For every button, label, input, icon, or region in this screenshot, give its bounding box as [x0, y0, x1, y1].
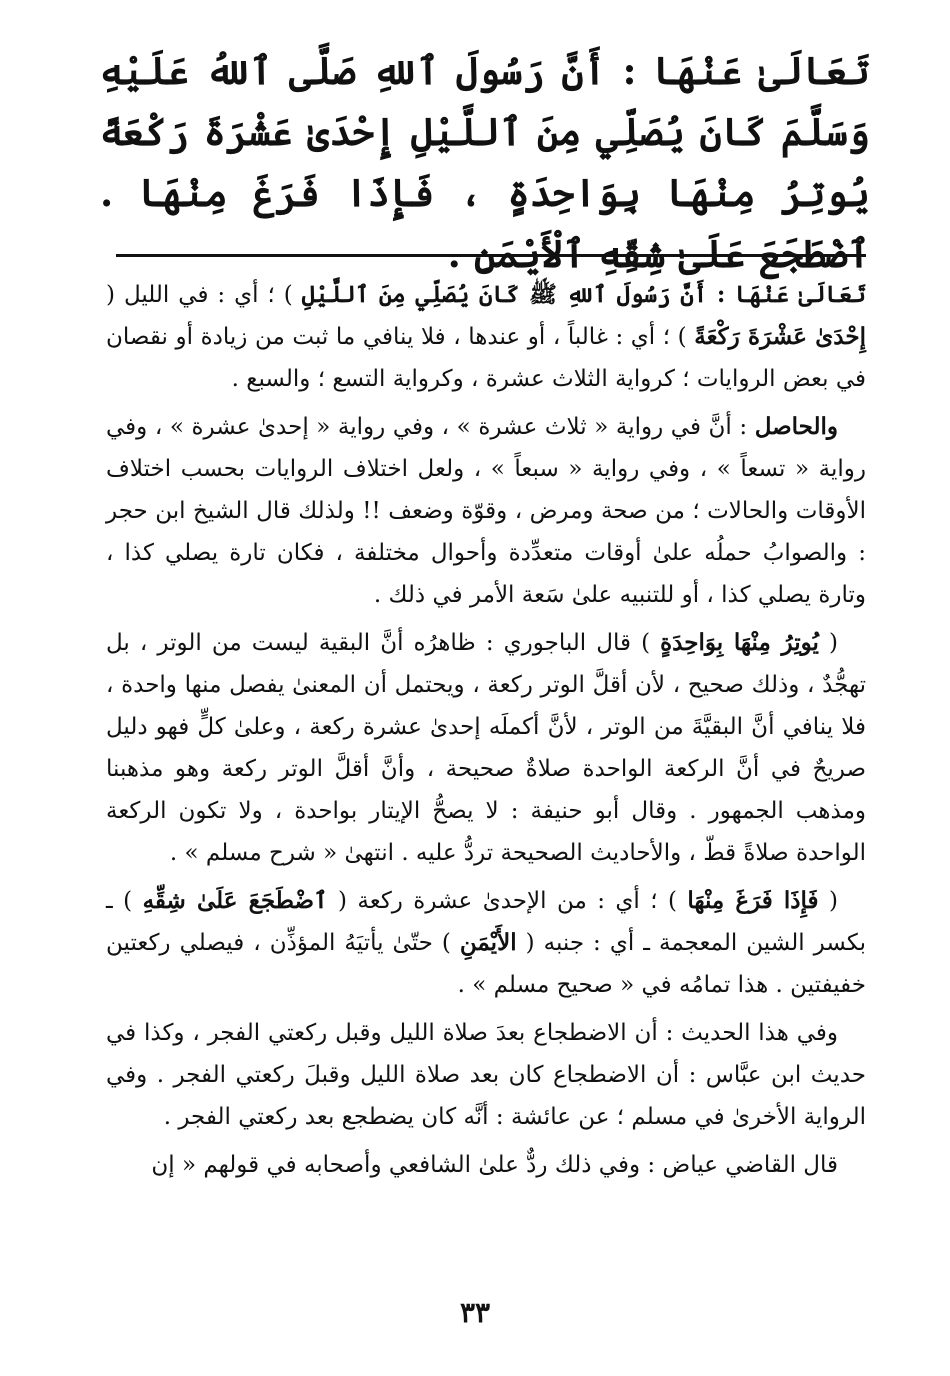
commentary-text: (: [818, 630, 838, 656]
quoted-hadith-phrase: والحاصل: [754, 413, 838, 440]
commentary-paragraph: [106, 274, 866, 400]
commentary-text: ) ؛ أي : غالباً ، أو عندها ، فلا ينافي ما ثبت من زيادة أو نقصان في بعض الروايات ؛ كرواية الثلاث عشرة ، وكرواية التسع ؛ والسبع .: [106, 324, 866, 392]
quoted-hadith-phrase: الأَيْمَنِ: [459, 929, 517, 956]
hadith-text: تَعَالَىٰ عَنْهَا : أَنَّ رَسُولَ ٱللهِ صَلَّى ٱللهُ عَلَيْهِ وَسَلَّمَ كَانَ يُصَلِّي مِنَ ٱللَّيْلِ إِحْدَىٰ عَشْرَةَ رَكْعَةً يُوتِرُ مِنْهَا بِوَاحِدَةٍ ، فَإِذَا فَرَغَ مِنْهَا . ٱضْطَجَعَ عَلَىٰ شِقِّهِ ٱلْأَيْمَنِ .: [100, 48, 870, 276]
commentary-paragraph: [106, 622, 866, 874]
commentary-paragraph: [106, 1012, 866, 1138]
commentary-text: ) حتّىٰ يأتيَهُ المؤذِّن ، فيصلي ركعتين خفيفتين . هذا تمامُه في « صحيح مسلم » .: [106, 930, 866, 998]
commentary-paragraph: [106, 880, 866, 1006]
commentary-text: وفي هذا الحديث : أن الاضطجاع بعدَ صلاة الليل وقبل ركعتي الفجر ، وكذا في حديث ابن عبَّاس : أن الاضطجاع كان بعد صلاة الليل وقبلَ ركعتي الفجر . وفي الرواية الأخرىٰ في مسلم ؛ عن عائشة : أنَّه كان يضطجع بعد ركعتي الفجر .: [106, 1020, 866, 1130]
commentary: [106, 274, 866, 1186]
commentary-text: ) ـ بكسر الشين المعجمة ـ أي : جنبه (: [106, 888, 866, 956]
commentary-text: ) قال الباجوري : ظاهرُه أنَّ البقية ليست من الوتر ، بل تهجُّدٌ ، وذلك صحيح ، لأن أقلَّ الوتر ركعة ، ويحتمل أن المعنىٰ يفصل منها واحدة ، فلا ينافي أنَّ البقيَّةَ من الوتر ، لأنَّ أكملَه إحدىٰ عشرة ركعة ، وعلىٰ كلٍّ فهو دليل صريحٌ في أنَّ الركعة الواحدة صلاةٌ صحيحة ، وأنَّ أقلَّ الوتر ركعة وهو مذهبنا ومذهب الجمهور . وقال أبو حنيفة : لا يصحُّ الإيتار بواحدة ، ولا تكون الركعة الواحدة صلاةً قطّ ، والأحاديث الصحيحة تردُّ عليه . انتهىٰ « شرح مسلم » .: [106, 630, 866, 866]
quoted-hadith-phrase: تَعَالَىٰ عَنْهَا : أَنَّ رَسُولَ ٱللهِ ﷺ كَانَ يُصَلِّي مِنَ ٱللَّيْلِ: [301, 281, 866, 308]
quoted-hadith-phrase: ٱضْطَجَعَ عَلَىٰ شِقِّهِ: [142, 887, 328, 914]
footnote-divider: [116, 254, 866, 257]
commentary-paragraph: [106, 1144, 866, 1186]
quoted-hadith-phrase: يُوتِرُ مِنْهَا بِوَاحِدَةٍ: [660, 629, 819, 656]
page-number: ٣٣: [459, 1296, 491, 1329]
commentary-paragraph: [106, 406, 866, 616]
quoted-hadith-phrase: فَإِذَا فَرَغَ مِنْهَا: [687, 887, 819, 914]
commentary-text: (: [818, 888, 838, 914]
quoted-hadith-phrase: إِحْدَىٰ عَشْرَةَ رَكْعَةً: [694, 323, 866, 350]
commentary-text: : أنَّ في رواية « ثلاث عشرة » ، وفي رواية « إحدىٰ عشرة » ، وفي رواية « تسعاً » ، وفي رواية « سبعاً » ، ولعل اختلاف الروايات بحسب اختلاف الأوقات والحالات ؛ من صحة ومرض ، وقوّة وضعف !! ولذلك قال الشيخ ابن حجر : والصوابُ حملُه علىٰ أوقات متعدِّدة وأحوال مختلفة ، فكان تارة يصلي كذا ، وتارة يصلي كذا ، أو للتنبيه علىٰ سَعة الأمر في ذلك .: [106, 414, 866, 608]
commentary-text: قال القاضي عياض : وفي ذلك ردٌّ علىٰ الشافعي وأصحابه في قولهم « إن: [151, 1152, 838, 1178]
commentary-text: ) ؛ أي : من الإحدىٰ عشرة ركعة (: [327, 888, 688, 914]
commentary-text: ) ؛ أي : في الليل (: [106, 282, 302, 308]
